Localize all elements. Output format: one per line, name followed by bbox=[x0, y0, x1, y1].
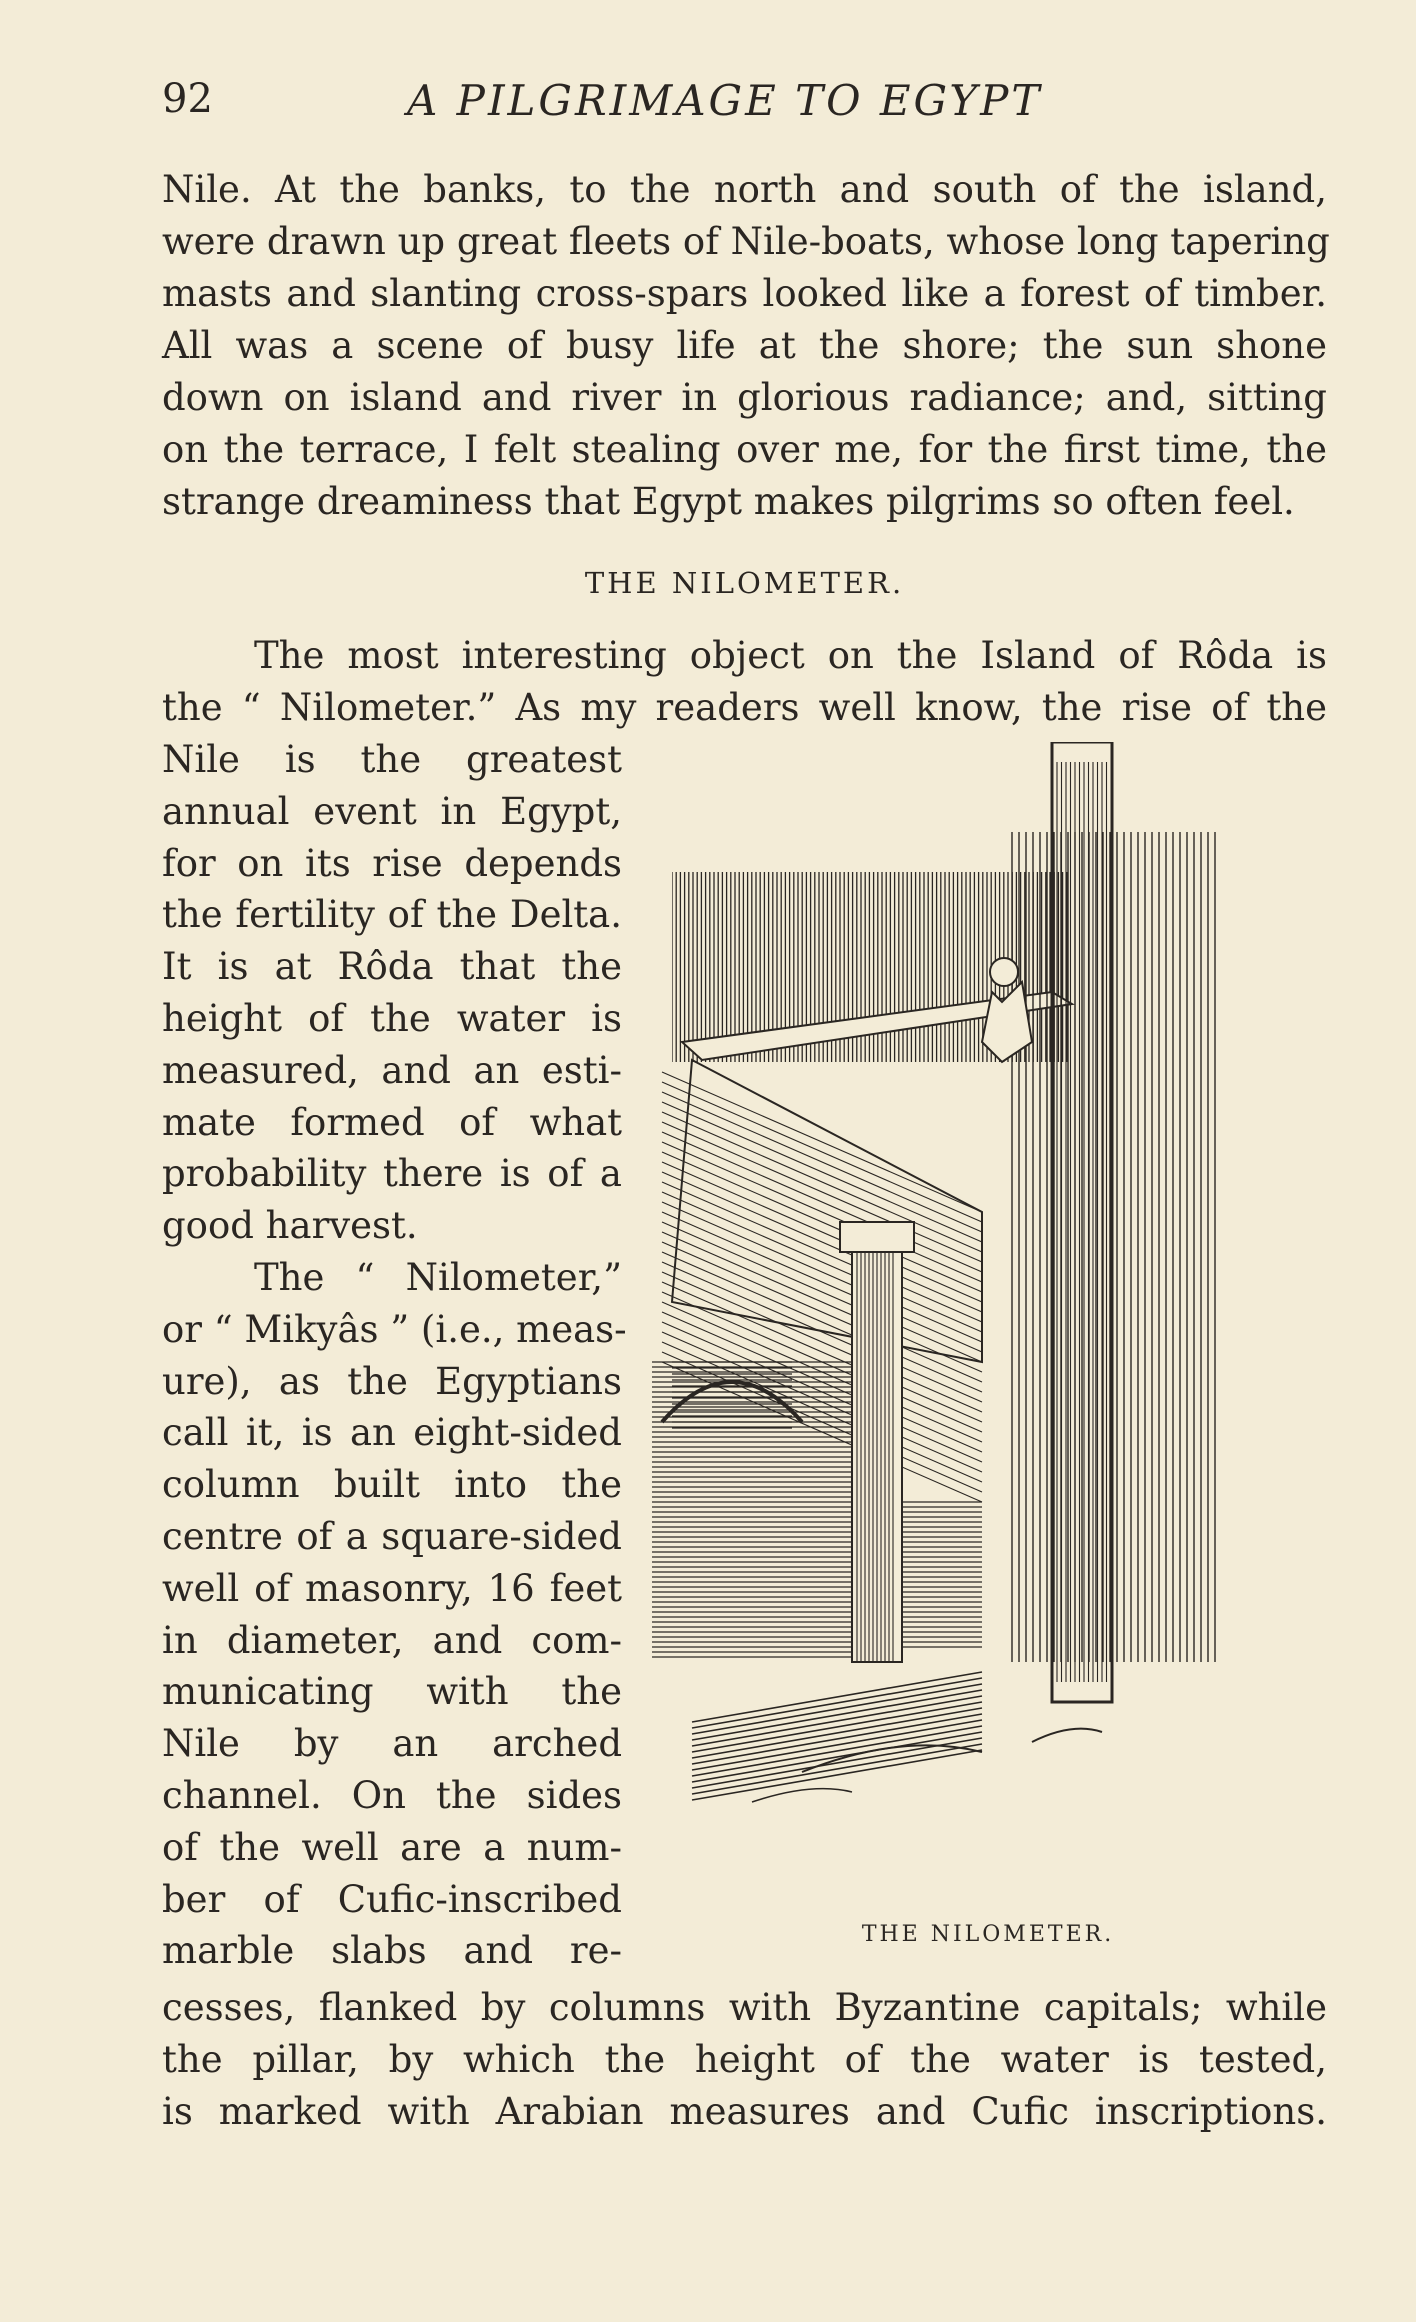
text-line: call it, is an eight-sided bbox=[162, 1411, 622, 1455]
figure-caption: THE NILOMETER. bbox=[861, 1922, 1115, 1947]
text-line: Nile is the greatest bbox=[162, 738, 622, 781]
nilometer-illustration bbox=[652, 742, 1324, 1910]
text-line: the fertility of the Delta. bbox=[162, 893, 622, 937]
text-line: for on its rise depends bbox=[162, 841, 622, 885]
intro-paragraph bbox=[162, 630, 1327, 734]
text-line: channel. On the sides bbox=[162, 1773, 622, 1817]
page-number: 92 bbox=[162, 76, 213, 122]
text-line: mate formed of what bbox=[162, 1100, 622, 1144]
foreground-stroke bbox=[752, 1789, 852, 1802]
text-line: centre of a square-sided bbox=[162, 1514, 622, 1558]
text-line: well of masonry, 16 feet bbox=[162, 1566, 622, 1610]
left-vignette bbox=[652, 742, 672, 1082]
text-line: were drawn up great fleets of Nile-boats, whose long tapering bbox=[162, 220, 1330, 263]
page-header bbox=[162, 76, 1322, 126]
column-capital bbox=[840, 1222, 914, 1252]
text-line: cesses, flanked by columns with Byzantine capitals; while bbox=[162, 1986, 1327, 2029]
water-hatching bbox=[652, 1362, 852, 1657]
text-line: Nile by an arched bbox=[162, 1722, 622, 1766]
text-line: municating with the bbox=[162, 1670, 622, 1714]
text-line: Nile. At the banks, to the north and south of the island, bbox=[162, 168, 1327, 211]
text-line: the pillar, by which the height of the water is tested, bbox=[162, 2038, 1327, 2081]
nilometer-engraving bbox=[652, 742, 1324, 1910]
text-line: the “ Nilometer.” As my readers well know, the rise of the bbox=[162, 686, 1327, 729]
foreground-stroke bbox=[1032, 1729, 1102, 1742]
text-line: probability there is of a bbox=[162, 1152, 622, 1196]
text-line: All was a scene of busy life at the shore; the sun shone bbox=[162, 324, 1327, 367]
text-line: strange dreaminess that Egypt makes pilgrims so often feel. bbox=[162, 480, 1295, 523]
text-line: is marked with Arabian measures and Cufic inscriptions. bbox=[162, 2090, 1327, 2133]
section-heading: THE NILOMETER. bbox=[584, 566, 905, 600]
running-title: A PILGRIMAGE TO EGYPT bbox=[407, 76, 1043, 125]
closing-paragraph bbox=[162, 1982, 1327, 2138]
text-line: It is at Rôda that the bbox=[162, 945, 622, 989]
text-line: The “ Nilometer,” bbox=[254, 1255, 622, 1299]
text-line: in diameter, and com- bbox=[162, 1618, 622, 1662]
water-hatching-right bbox=[902, 1502, 982, 1647]
text-line: ber of Cufic-inscribed bbox=[162, 1877, 622, 1921]
text-line: good harvest. bbox=[162, 1204, 418, 1248]
text-line: or “ Mikyâs ” (i.e., meas- bbox=[162, 1307, 627, 1351]
text-line: measured, and an esti- bbox=[162, 1048, 622, 1092]
opening-paragraph bbox=[162, 164, 1330, 528]
text-line: height of the water is bbox=[162, 996, 622, 1040]
foreground-steps bbox=[692, 1672, 982, 1800]
text-line: masts and slanting cross-spars looked like a forest of timber. bbox=[162, 272, 1327, 315]
figure-head bbox=[990, 958, 1018, 986]
wrapped-text-column bbox=[162, 734, 627, 1977]
text-line: ure), as the Egyptians bbox=[162, 1359, 622, 1403]
text-line: of the well are a num- bbox=[162, 1825, 622, 1869]
text-line: column built into the bbox=[162, 1463, 622, 1507]
text-line: on the terrace, I felt stealing over me, for the first time, the bbox=[162, 428, 1327, 471]
text-line: down on island and river in glorious radiance; and, sitting bbox=[162, 376, 1327, 419]
text-line: The most interesting object on the Island of Rôda is bbox=[254, 634, 1327, 677]
text-line: annual event in Egypt, bbox=[162, 789, 622, 833]
text-line: marble slabs and re- bbox=[162, 1929, 622, 1973]
